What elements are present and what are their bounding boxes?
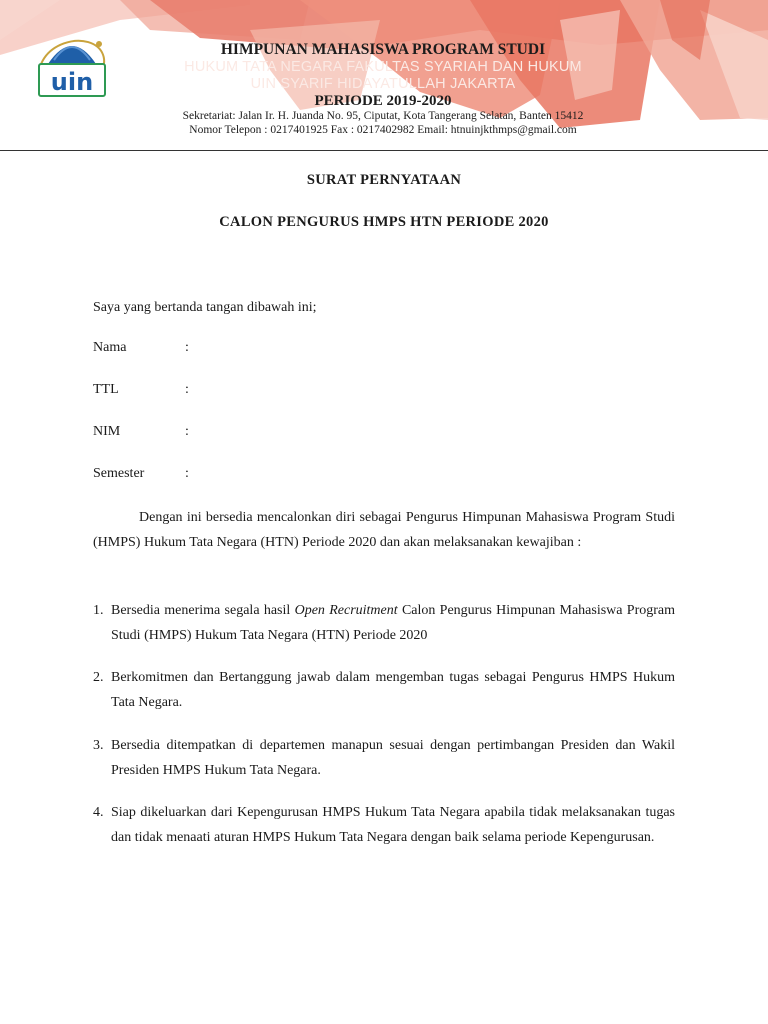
field-colon: : xyxy=(185,340,189,355)
list-item xyxy=(93,733,675,783)
field-colon: : xyxy=(185,382,189,397)
letterhead xyxy=(0,0,768,150)
field-label: Semester xyxy=(93,466,145,481)
item-number: 4. xyxy=(93,805,104,820)
period-label: PERIODE 2019-2020 xyxy=(314,93,452,109)
item-number: 1. xyxy=(93,603,104,618)
field-label: Nama xyxy=(93,340,127,355)
intro-line: Saya yang bertanda tangan dibawah ini; xyxy=(93,300,317,315)
logo-lettering: uin xyxy=(50,68,94,96)
list-item xyxy=(93,598,675,648)
org-title: HIMPUNAN MAHASISWA PROGRAM STUDI xyxy=(220,41,546,58)
statement-paragraph: Dengan ini bersedia mencalonkan diri sebagai Pengurus Himpunan Mahasiswa Program Studi (HMPS) Hukum Tata Negara (HTN) Periode 2020 dan akan melaksanakan kewajiban : xyxy=(93,510,675,550)
field-label: NIM xyxy=(93,424,121,439)
item-text: Bersedia menerima segala hasil xyxy=(111,603,295,618)
item-text: Siap dikeluarkan dari Kepengurusan HMPS Hukum Tata Negara apabila tidak melaksanakan tugas dan tidak menaati aturan HMPS Hukum Tata Negara dengan baik selama periode Kepengurusan. xyxy=(111,805,675,845)
field-colon: : xyxy=(185,424,189,439)
field-colon: : xyxy=(185,466,189,481)
item-number: 2. xyxy=(93,670,104,685)
item-text: Calon Pengurus Himpunan Mahasiswa Program Studi (HMPS) Hukum Tata Negara (HTN) Periode 2020 xyxy=(111,603,676,643)
university-name: UIN SYARIF HIDAYATULLAH JAKARTA xyxy=(250,76,516,92)
contact-info: Nomor Telepon : 0217401925 Fax : 0217402982 Email: htnuinjkthmps@gmail.com xyxy=(189,124,577,136)
list-item xyxy=(93,665,675,715)
document-subtitle: CALON PENGURUS HMPS HTN PERIODE 2020 xyxy=(219,214,549,230)
item-number: 3. xyxy=(93,738,104,753)
item-text-italic: Open Recruitment xyxy=(294,603,398,618)
list-item xyxy=(93,800,675,850)
document-title: SURAT PERNYATAAN xyxy=(306,172,462,188)
uin-logo xyxy=(34,30,112,102)
field-label: TTL xyxy=(93,382,119,397)
item-text: Berkomitmen dan Bertanggung jawab dalam mengemban tugas sebagai Pengurus HMPS Hukum Tata Negara. xyxy=(111,670,675,710)
item-text: Bersedia ditempatkan di departemen manapun sesuai dengan pertimbangan Presiden dan Wakil Presiden HMPS Hukum Tata Negara. xyxy=(111,738,675,778)
faculty-name: HUKUM TATA NEGARA FAKULTAS SYARIAH DAN HUKUM xyxy=(184,59,582,75)
header-divider xyxy=(0,150,768,151)
secretariat-address: Sekretariat: Jalan Ir. H. Juanda No. 95, Ciputat, Kota Tangerang Selatan, Banten 15412 xyxy=(182,110,584,122)
